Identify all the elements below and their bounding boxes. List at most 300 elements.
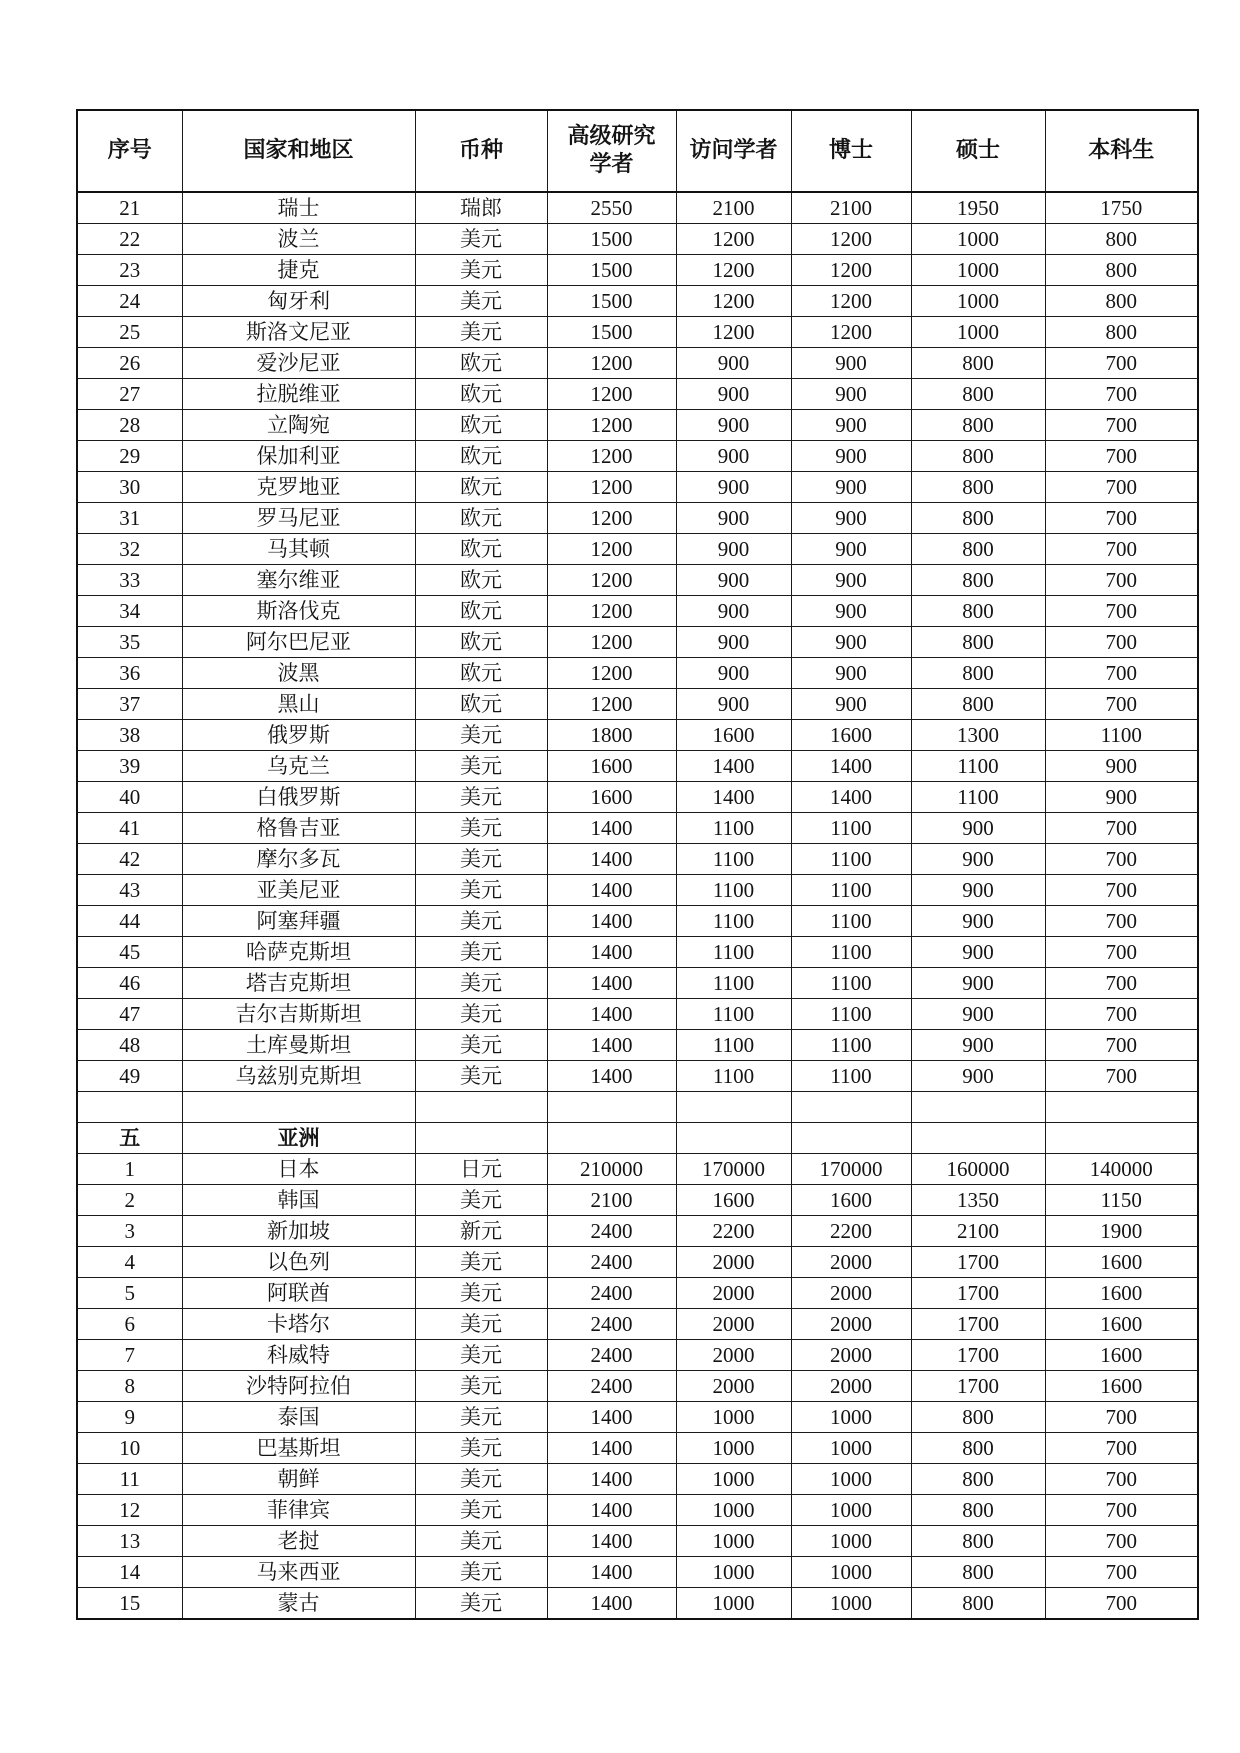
cell-master: 800: [911, 1402, 1045, 1433]
cell-visiting-scholar: 2000: [676, 1247, 791, 1278]
cell-visiting-scholar: 900: [676, 689, 791, 720]
cell-currency: 美元: [415, 1061, 547, 1092]
cell-visiting-scholar: 900: [676, 503, 791, 534]
cell-visiting-scholar: 900: [676, 441, 791, 472]
cell-master: 800: [911, 1495, 1045, 1526]
cell-undergraduate: 700: [1045, 813, 1198, 844]
cell-undergraduate: 900: [1045, 751, 1198, 782]
cell-undergraduate: 700: [1045, 844, 1198, 875]
section-number: 五: [77, 1123, 182, 1154]
cell-phd: 1000: [791, 1588, 911, 1620]
cell-undergraduate: 700: [1045, 1588, 1198, 1620]
cell-undergraduate: 700: [1045, 875, 1198, 906]
cell-phd: 2000: [791, 1309, 911, 1340]
table-row: [77, 1216, 1198, 1247]
header-label: 访问学者: [689, 138, 778, 163]
cell-country: 罗马尼亚: [182, 503, 415, 534]
cell-currency: 欧元: [415, 596, 547, 627]
cell-master: 900: [911, 813, 1045, 844]
cell-country: 亚美尼亚: [182, 875, 415, 906]
cell-currency: 欧元: [415, 410, 547, 441]
cell-currency: 美元: [415, 224, 547, 255]
cell-phd: 900: [791, 441, 911, 472]
cell-master: 800: [911, 503, 1045, 534]
cell-currency: 美元: [415, 1309, 547, 1340]
cell-country: 科威特: [182, 1340, 415, 1371]
table-row: [77, 1371, 1198, 1402]
cell-country: 泰国: [182, 1402, 415, 1433]
cell-master: 1700: [911, 1247, 1045, 1278]
cell-senior-scholar: 1200: [547, 689, 676, 720]
cell-master: 800: [911, 1526, 1045, 1557]
table-row: [77, 1061, 1198, 1092]
cell-senior-scholar: 1400: [547, 875, 676, 906]
header-label: 本科生: [1088, 138, 1155, 163]
header-country: [182, 110, 415, 192]
cell-number: 2: [77, 1185, 182, 1216]
header-label: 币种: [458, 138, 503, 163]
cell-phd: 1200: [791, 224, 911, 255]
empty-cell: [547, 1092, 676, 1123]
cell-visiting-scholar: 1100: [676, 813, 791, 844]
cell-number: 15: [77, 1588, 182, 1620]
cell-visiting-scholar: 1600: [676, 1185, 791, 1216]
cell-country: 白俄罗斯: [182, 782, 415, 813]
table-row: [77, 379, 1198, 410]
header-label: 国家和地区: [243, 138, 354, 163]
cell-phd: 900: [791, 658, 911, 689]
cell-number: 28: [77, 410, 182, 441]
cell-master: 1100: [911, 751, 1045, 782]
cell-phd: 2000: [791, 1340, 911, 1371]
table-row: [77, 1154, 1198, 1185]
table-row: [77, 348, 1198, 379]
cell-number: 27: [77, 379, 182, 410]
cell-currency: 欧元: [415, 441, 547, 472]
cell-phd: 1100: [791, 1030, 911, 1061]
table-row: [77, 1526, 1198, 1557]
cell-phd: 2000: [791, 1371, 911, 1402]
cell-country: 波兰: [182, 224, 415, 255]
cell-visiting-scholar: 1100: [676, 937, 791, 968]
cell-undergraduate: 700: [1045, 1433, 1198, 1464]
cell-phd: 1200: [791, 255, 911, 286]
cell-number: 35: [77, 627, 182, 658]
empty-cell: [791, 1123, 911, 1154]
cell-master: 1700: [911, 1340, 1045, 1371]
cell-senior-scholar: 2400: [547, 1371, 676, 1402]
cell-senior-scholar: 1200: [547, 503, 676, 534]
cell-master: 800: [911, 534, 1045, 565]
cell-visiting-scholar: 1600: [676, 720, 791, 751]
cell-currency: 美元: [415, 1247, 547, 1278]
cell-phd: 1600: [791, 720, 911, 751]
table-row: [77, 1495, 1198, 1526]
table-row: [77, 317, 1198, 348]
header-undergraduate: [1045, 110, 1198, 192]
table-row: [77, 596, 1198, 627]
cell-visiting-scholar: 1100: [676, 844, 791, 875]
table-row: [77, 689, 1198, 720]
cell-currency: 美元: [415, 1557, 547, 1588]
cell-undergraduate: 700: [1045, 1061, 1198, 1092]
cell-number: 39: [77, 751, 182, 782]
cell-number: 45: [77, 937, 182, 968]
cell-currency: 欧元: [415, 689, 547, 720]
cell-country: 沙特阿拉伯: [182, 1371, 415, 1402]
cell-visiting-scholar: 900: [676, 534, 791, 565]
cell-master: 800: [911, 565, 1045, 596]
cell-phd: 1400: [791, 782, 911, 813]
cell-currency: 美元: [415, 255, 547, 286]
cell-number: 4: [77, 1247, 182, 1278]
header-master: [911, 110, 1045, 192]
cell-senior-scholar: 2400: [547, 1278, 676, 1309]
cell-country: 韩国: [182, 1185, 415, 1216]
cell-senior-scholar: 1200: [547, 658, 676, 689]
cell-number: 3: [77, 1216, 182, 1247]
table-row: [77, 658, 1198, 689]
cell-country: 捷克: [182, 255, 415, 286]
cell-undergraduate: 140000: [1045, 1154, 1198, 1185]
cell-master: 1000: [911, 255, 1045, 286]
cell-undergraduate: 1600: [1045, 1371, 1198, 1402]
cell-undergraduate: 1600: [1045, 1278, 1198, 1309]
header-row: [77, 110, 1198, 192]
cell-phd: 900: [791, 596, 911, 627]
cell-country: 新加坡: [182, 1216, 415, 1247]
cell-country: 立陶宛: [182, 410, 415, 441]
cell-country: 马来西亚: [182, 1557, 415, 1588]
empty-cell: [182, 1092, 415, 1123]
cell-senior-scholar: 1400: [547, 968, 676, 999]
cell-visiting-scholar: 2000: [676, 1278, 791, 1309]
cell-currency: 欧元: [415, 658, 547, 689]
cell-country: 克罗地亚: [182, 472, 415, 503]
cell-currency: 美元: [415, 937, 547, 968]
cell-senior-scholar: 1400: [547, 1588, 676, 1620]
cell-number: 11: [77, 1464, 182, 1495]
cell-master: 900: [911, 906, 1045, 937]
cell-number: 9: [77, 1402, 182, 1433]
table-row: [77, 192, 1198, 224]
cell-master: 900: [911, 1061, 1045, 1092]
cell-number: 21: [77, 192, 182, 224]
cell-visiting-scholar: 1100: [676, 1030, 791, 1061]
cell-currency: 美元: [415, 1340, 547, 1371]
table-row: [77, 1278, 1198, 1309]
cell-number: 13: [77, 1526, 182, 1557]
cell-number: 8: [77, 1371, 182, 1402]
cell-currency: 美元: [415, 906, 547, 937]
cell-currency: 美元: [415, 317, 547, 348]
cell-master: 1300: [911, 720, 1045, 751]
cell-master: 800: [911, 472, 1045, 503]
cell-undergraduate: 1600: [1045, 1340, 1198, 1371]
cell-senior-scholar: 1500: [547, 255, 676, 286]
cell-phd: 1000: [791, 1526, 911, 1557]
cell-country: 阿塞拜疆: [182, 906, 415, 937]
cell-country: 斯洛文尼亚: [182, 317, 415, 348]
cell-visiting-scholar: 900: [676, 379, 791, 410]
cell-country: 拉脱维亚: [182, 379, 415, 410]
cell-currency: 欧元: [415, 503, 547, 534]
cell-number: 14: [77, 1557, 182, 1588]
cell-currency: 欧元: [415, 534, 547, 565]
cell-undergraduate: 700: [1045, 627, 1198, 658]
table-row: [77, 844, 1198, 875]
cell-senior-scholar: 1200: [547, 379, 676, 410]
cell-master: 1700: [911, 1309, 1045, 1340]
cell-senior-scholar: 1200: [547, 348, 676, 379]
cell-phd: 1400: [791, 751, 911, 782]
empty-cell: [676, 1092, 791, 1123]
cell-master: 900: [911, 875, 1045, 906]
cell-undergraduate: 700: [1045, 410, 1198, 441]
cell-visiting-scholar: 2200: [676, 1216, 791, 1247]
cell-phd: 900: [791, 379, 911, 410]
table-row: [77, 224, 1198, 255]
cell-phd: 1000: [791, 1495, 911, 1526]
cell-master: 800: [911, 658, 1045, 689]
cell-number: 38: [77, 720, 182, 751]
cell-currency: 欧元: [415, 348, 547, 379]
table-row: [77, 472, 1198, 503]
cell-country: 土库曼斯坦: [182, 1030, 415, 1061]
cell-master: 800: [911, 596, 1045, 627]
cell-country: 巴基斯坦: [182, 1433, 415, 1464]
cell-country: 老挝: [182, 1526, 415, 1557]
empty-cell: [1045, 1092, 1198, 1123]
table-row: [77, 255, 1198, 286]
cell-senior-scholar: 1400: [547, 1526, 676, 1557]
cell-undergraduate: 700: [1045, 472, 1198, 503]
cell-senior-scholar: 1200: [547, 410, 676, 441]
cell-currency: 欧元: [415, 472, 547, 503]
cell-senior-scholar: 1400: [547, 906, 676, 937]
cell-currency: 美元: [415, 1278, 547, 1309]
cell-undergraduate: 1600: [1045, 1309, 1198, 1340]
cell-visiting-scholar: 900: [676, 658, 791, 689]
cell-phd: 1200: [791, 317, 911, 348]
cell-master: 800: [911, 441, 1045, 472]
cell-country: 卡塔尔: [182, 1309, 415, 1340]
cell-undergraduate: 700: [1045, 1464, 1198, 1495]
cell-number: 10: [77, 1433, 182, 1464]
cell-number: 26: [77, 348, 182, 379]
cell-number: 43: [77, 875, 182, 906]
cell-master: 800: [911, 1588, 1045, 1620]
cell-country: 吉尔吉斯斯坦: [182, 999, 415, 1030]
cell-country: 哈萨克斯坦: [182, 937, 415, 968]
cell-visiting-scholar: 1200: [676, 286, 791, 317]
cell-undergraduate: 700: [1045, 534, 1198, 565]
cell-visiting-scholar: 1200: [676, 317, 791, 348]
cell-number: 23: [77, 255, 182, 286]
cell-currency: 瑞郎: [415, 192, 547, 224]
cell-senior-scholar: 1500: [547, 224, 676, 255]
cell-currency: 美元: [415, 844, 547, 875]
table-row: [77, 534, 1198, 565]
cell-senior-scholar: 1200: [547, 472, 676, 503]
cell-undergraduate: 700: [1045, 658, 1198, 689]
cell-master: 900: [911, 937, 1045, 968]
cell-currency: 美元: [415, 1402, 547, 1433]
cell-country: 爱沙尼亚: [182, 348, 415, 379]
cell-visiting-scholar: 1200: [676, 224, 791, 255]
cell-currency: 美元: [415, 1464, 547, 1495]
cell-visiting-scholar: 1000: [676, 1526, 791, 1557]
cell-undergraduate: 700: [1045, 937, 1198, 968]
cell-master: 800: [911, 379, 1045, 410]
cell-master: 800: [911, 348, 1045, 379]
cell-senior-scholar: 1400: [547, 937, 676, 968]
cell-country: 保加利亚: [182, 441, 415, 472]
cell-phd: 1100: [791, 813, 911, 844]
cell-number: 47: [77, 999, 182, 1030]
cell-phd: 900: [791, 410, 911, 441]
cell-visiting-scholar: 2000: [676, 1371, 791, 1402]
cell-master: 900: [911, 968, 1045, 999]
cell-senior-scholar: 2550: [547, 192, 676, 224]
cell-senior-scholar: 2400: [547, 1340, 676, 1371]
cell-undergraduate: 700: [1045, 1030, 1198, 1061]
empty-cell: [415, 1092, 547, 1123]
cell-master: 1700: [911, 1371, 1045, 1402]
empty-cell: [911, 1092, 1045, 1123]
table-row: [77, 813, 1198, 844]
cell-senior-scholar: 1400: [547, 844, 676, 875]
header-label: 硕士: [955, 138, 1000, 163]
table-row: [77, 441, 1198, 472]
cell-phd: 1000: [791, 1433, 911, 1464]
cell-undergraduate: 700: [1045, 379, 1198, 410]
cell-senior-scholar: 1200: [547, 534, 676, 565]
cell-undergraduate: 700: [1045, 565, 1198, 596]
cell-country: 塞尔维亚: [182, 565, 415, 596]
table-row: [77, 782, 1198, 813]
cell-senior-scholar: 1400: [547, 1557, 676, 1588]
table-row: [77, 937, 1198, 968]
empty-cell: [911, 1123, 1045, 1154]
cell-senior-scholar: 210000: [547, 1154, 676, 1185]
cell-senior-scholar: 1200: [547, 441, 676, 472]
cell-phd: 1100: [791, 906, 911, 937]
empty-cell: [791, 1092, 911, 1123]
cell-number: 5: [77, 1278, 182, 1309]
header-currency: [415, 110, 547, 192]
cell-undergraduate: 800: [1045, 255, 1198, 286]
cell-undergraduate: 700: [1045, 1557, 1198, 1588]
cell-master: 2100: [911, 1216, 1045, 1247]
cell-undergraduate: 700: [1045, 348, 1198, 379]
cell-master: 800: [911, 627, 1045, 658]
cell-phd: 1100: [791, 968, 911, 999]
table-row: [77, 720, 1198, 751]
cell-visiting-scholar: 1400: [676, 782, 791, 813]
cell-currency: 欧元: [415, 379, 547, 410]
cell-master: 1100: [911, 782, 1045, 813]
cell-currency: 美元: [415, 813, 547, 844]
rate-table: [76, 109, 1199, 1620]
table-row: [77, 1588, 1198, 1620]
cell-number: 29: [77, 441, 182, 472]
cell-undergraduate: 1600: [1045, 1247, 1198, 1278]
table-row: [77, 1030, 1198, 1061]
cell-country: 马其顿: [182, 534, 415, 565]
cell-number: 7: [77, 1340, 182, 1371]
table-row: [77, 1340, 1198, 1371]
cell-phd: 1100: [791, 844, 911, 875]
cell-undergraduate: 900: [1045, 782, 1198, 813]
cell-visiting-scholar: 2000: [676, 1340, 791, 1371]
cell-phd: 1100: [791, 1061, 911, 1092]
table-row: [77, 875, 1198, 906]
cell-undergraduate: 700: [1045, 689, 1198, 720]
cell-phd: 900: [791, 472, 911, 503]
cell-undergraduate: 1750: [1045, 192, 1198, 224]
cell-currency: 美元: [415, 720, 547, 751]
cell-master: 160000: [911, 1154, 1045, 1185]
cell-country: 乌克兰: [182, 751, 415, 782]
cell-country: 塔吉克斯坦: [182, 968, 415, 999]
cell-undergraduate: 1900: [1045, 1216, 1198, 1247]
table-row: [77, 1464, 1198, 1495]
cell-currency: 美元: [415, 782, 547, 813]
cell-number: 6: [77, 1309, 182, 1340]
cell-master: 800: [911, 1464, 1045, 1495]
table-row: [77, 1557, 1198, 1588]
cell-phd: 1000: [791, 1464, 911, 1495]
cell-phd: 2000: [791, 1247, 911, 1278]
cell-undergraduate: 700: [1045, 1526, 1198, 1557]
table-row: [77, 1185, 1198, 1216]
cell-phd: 1600: [791, 1185, 911, 1216]
cell-number: 44: [77, 906, 182, 937]
cell-phd: 900: [791, 627, 911, 658]
cell-country: 匈牙利: [182, 286, 415, 317]
cell-country: 俄罗斯: [182, 720, 415, 751]
table-row: [77, 410, 1198, 441]
cell-visiting-scholar: 900: [676, 596, 791, 627]
cell-undergraduate: 700: [1045, 596, 1198, 627]
cell-number: 41: [77, 813, 182, 844]
cell-number: 33: [77, 565, 182, 596]
empty-cell: [1045, 1123, 1198, 1154]
cell-senior-scholar: 1400: [547, 813, 676, 844]
cell-master: 800: [911, 1433, 1045, 1464]
table-row: [77, 1433, 1198, 1464]
cell-phd: 1000: [791, 1402, 911, 1433]
cell-country: 摩尔多瓦: [182, 844, 415, 875]
cell-senior-scholar: 1400: [547, 1061, 676, 1092]
cell-senior-scholar: 1400: [547, 1030, 676, 1061]
table-row: [77, 999, 1198, 1030]
cell-number: 1: [77, 1154, 182, 1185]
table-header: [77, 110, 1198, 192]
header-visiting-scholar: [676, 110, 791, 192]
cell-number: 30: [77, 472, 182, 503]
cell-currency: 美元: [415, 875, 547, 906]
header-label: 高级研究学者: [567, 124, 656, 177]
cell-undergraduate: 700: [1045, 441, 1198, 472]
cell-currency: 美元: [415, 968, 547, 999]
cell-senior-scholar: 1200: [547, 627, 676, 658]
cell-phd: 900: [791, 503, 911, 534]
cell-phd: 1000: [791, 1557, 911, 1588]
header-label: 博士: [828, 138, 873, 163]
cell-currency: 美元: [415, 1526, 547, 1557]
